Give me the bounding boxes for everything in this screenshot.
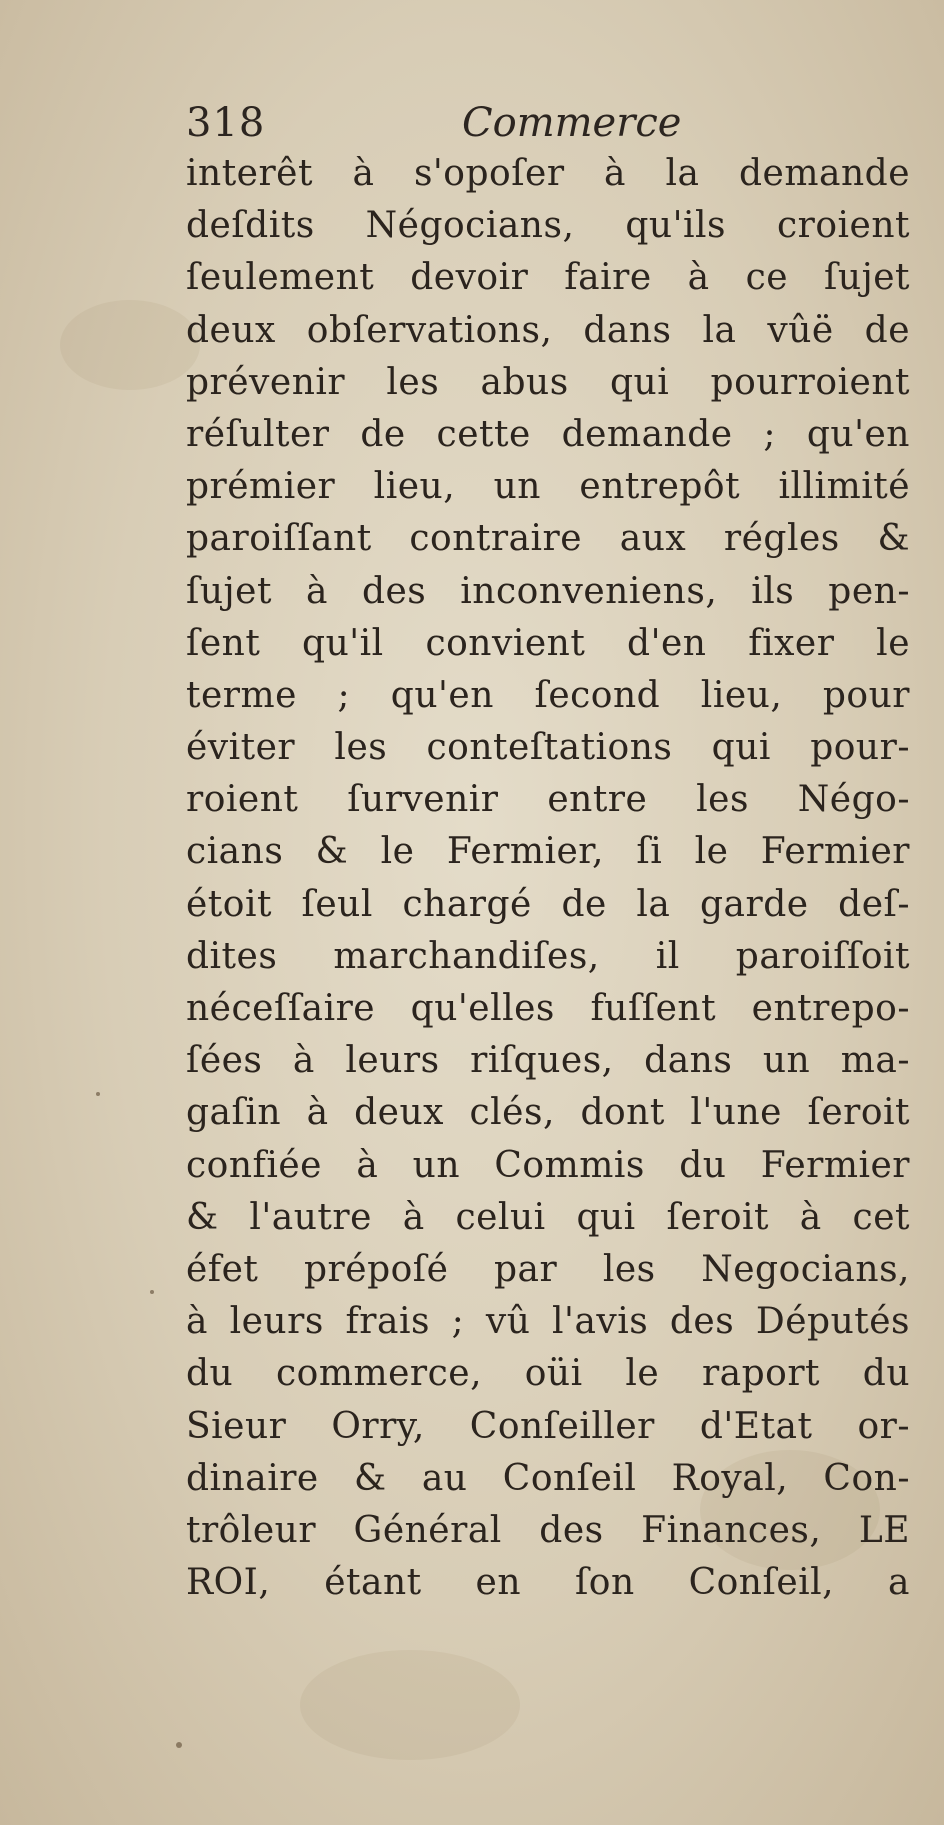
text-line: deux obſervations, dans la vûë de [186, 309, 910, 351]
page-number: 318 [186, 100, 266, 146]
paper-speck [96, 1092, 100, 1096]
text-line: néceſſaire qu'elles fuſſent entrepo- [186, 988, 910, 1029]
text-line: dites marchandiſes, il paroiſſoit [186, 935, 910, 977]
text-line: étoit ſeul chargé de la garde deſ- [186, 883, 910, 925]
text-line: ſujet à des inconveniens, ils pen- [186, 570, 910, 612]
text-line: réſulter de cette demande ; qu'en [186, 413, 910, 455]
text-line: paroiſſant contraire aux régles & [186, 518, 910, 560]
paper-speck [150, 1290, 154, 1294]
text-line: du commerce, oüi le raport du [186, 1353, 910, 1395]
text-line: éfet prépoſé par les Negocians, [186, 1248, 910, 1290]
text-line: & l'autre à celui qui ſeroit à cet [186, 1196, 910, 1238]
paper-stain [300, 1650, 520, 1760]
text-line: Sieur Orry, Conſeiller d'Etat or- [186, 1405, 910, 1447]
text-line: ſent qu'il convient d'en fixer le [186, 622, 910, 664]
text-line: dinaire & au Conſeil Royal, Con- [186, 1457, 910, 1499]
text-line: confiée à un Commis du Fermier [186, 1144, 910, 1186]
text-line: prémier lieu, un entrepôt illimité [186, 466, 910, 508]
text-line: cians & le Fermier, ſi le Fermier [186, 831, 910, 873]
running-title: Commerce [462, 100, 682, 146]
text-line: deſdits Négocians, qu'ils croient [186, 205, 910, 247]
text-line: éviter les conteſtations qui pour- [186, 727, 910, 769]
text-line: ſées à leurs riſques, dans un ma- [186, 1040, 910, 1082]
text-line: roient ſurvenir entre les Négo- [186, 779, 910, 821]
running-head [186, 98, 706, 148]
text-line: ſeulement devoir faire à ce ſujet [186, 257, 910, 299]
text-line: trôleur Général des Finances, LE [186, 1509, 910, 1551]
paper-speck [176, 1742, 182, 1748]
text-line: prévenir les abus qui pourroient [186, 361, 910, 403]
text-line: à leurs frais ; vû l'avis des Députés [186, 1301, 910, 1343]
text-line: ROI, étant en ſon Conſeil, a [186, 1562, 910, 1604]
text-line: interêt à s'opoſer à la demande [186, 153, 910, 194]
text-line: terme ; qu'en ſecond lieu, pour [186, 674, 910, 716]
paper-stain [60, 300, 200, 390]
body-text [186, 148, 910, 1609]
text-line: gaſin à deux clés, dont l'une ſeroit [186, 1092, 910, 1134]
